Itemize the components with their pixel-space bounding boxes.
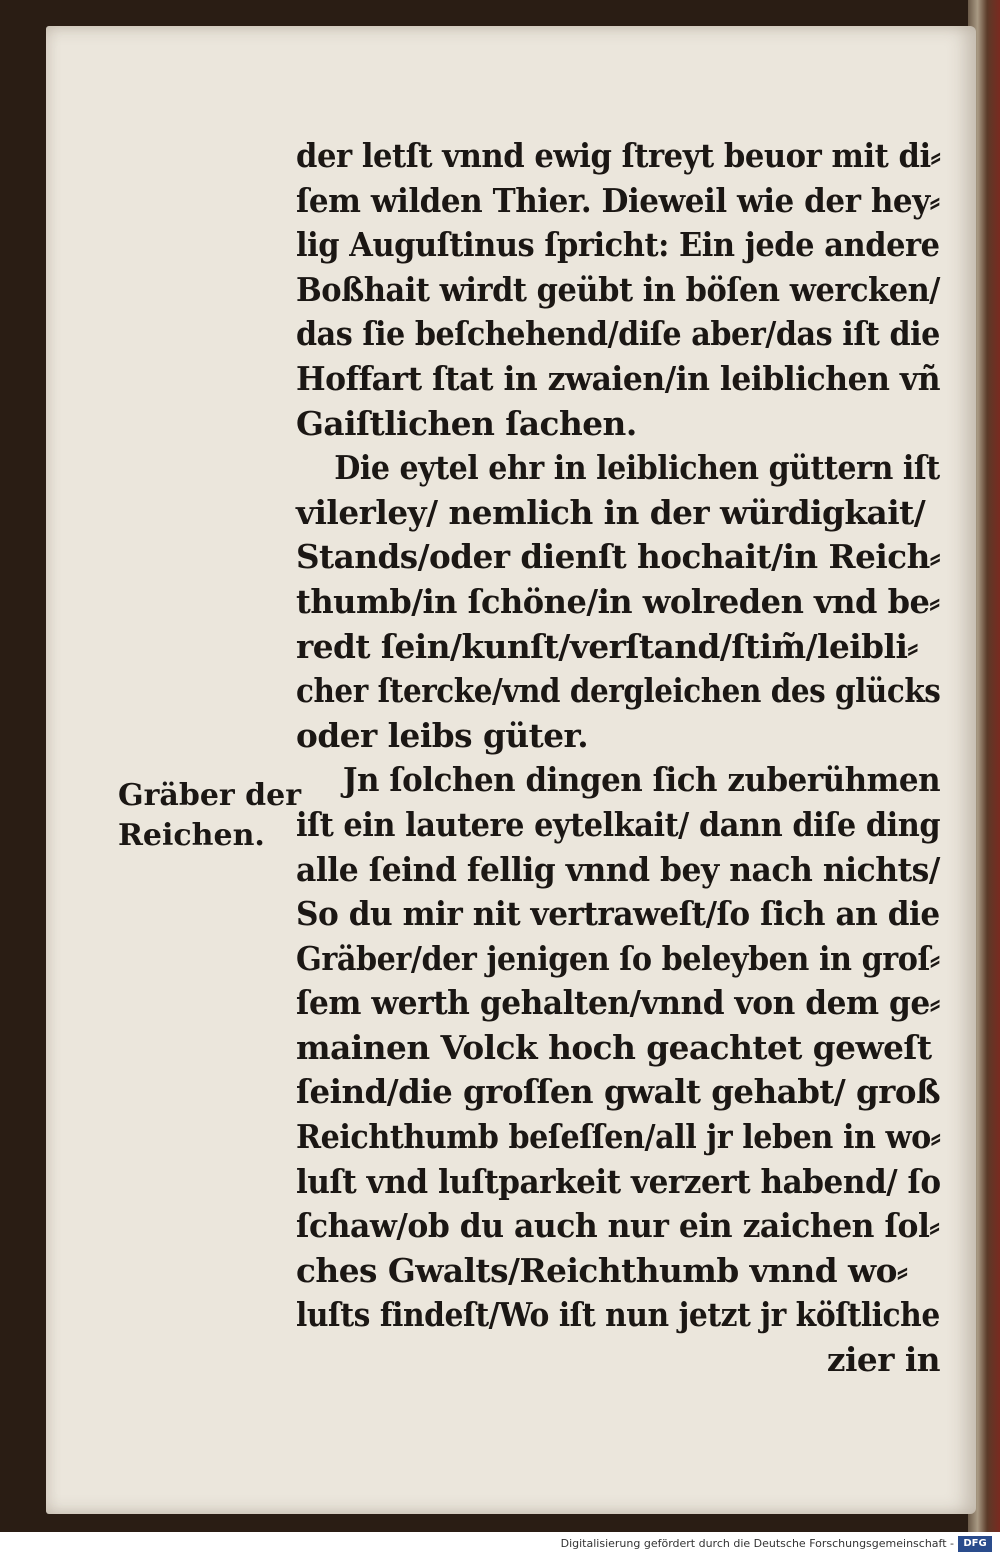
funding-credit: Digitalisierung gefördert durch die Deutsche Forschungsgemeinschaft - xyxy=(560,1537,954,1550)
text-line: ches Gwalts/Reichthumb vnnd wo⸗ xyxy=(296,1250,908,1290)
text-line: cher ſtercke/vnd dergleichen des glücks xyxy=(296,671,941,711)
text-line: luſt vnd luſtparkeit verzert habend/ ſo xyxy=(296,1161,941,1201)
text-line: alle ſeind fellig vnnd bey nach nichts/ xyxy=(296,849,940,889)
marginal-note xyxy=(118,776,302,856)
text-line: Reichthumb beſeſſen/all jr leben in wo⸗ xyxy=(296,1117,941,1157)
text-line: mainen Volck hoch geachtet geweſt xyxy=(296,1027,932,1067)
text-line: ſeind/die groſſen gwalt gehabt/ groß xyxy=(296,1072,941,1112)
text-line: thumb/in ſchöne/in wolreden vnd be⸗ xyxy=(296,581,940,621)
text-line: ſchaw/ob du auch nur ein zaichen ſol⸗ xyxy=(296,1206,940,1246)
text-line: Gräber/der jenigen ſo beleyben in groſ⸗ xyxy=(296,938,940,978)
text-line: iſt ein lautere eytelkait/ dann diſe ding xyxy=(296,804,941,844)
dfg-logo: DFG xyxy=(958,1536,992,1552)
text-line: Stands/oder dienſt hochait/in Reich⸗ xyxy=(296,537,941,577)
text-line: lig Auguſtinus ſpricht: Ein jede andere xyxy=(296,225,940,265)
text-line: das ſie beſchehend/diſe aber/das iſt die xyxy=(296,314,940,354)
text-line: ſem wilden Thier. Dieweil wie der hey⸗ xyxy=(296,180,940,220)
main-text-block xyxy=(296,134,946,1383)
text-line: Gaiſtlichen ſachen. xyxy=(296,403,637,443)
text-line: oder leibs güter. xyxy=(296,715,589,755)
text-line: vilerley/ nemlich in der würdigkait/ xyxy=(296,492,926,532)
marginal-note-line: Gräber der xyxy=(118,778,302,813)
text-line: Die eytel ehr in leiblichen güttern iſt xyxy=(334,448,940,488)
text-line: luſts findeſt/Wo iſt nun jetzt jr köſtliche xyxy=(296,1295,940,1335)
marginal-note-line: Reichen. xyxy=(118,818,265,853)
text-line: der letſt vnnd ewig ſtreyt beuor mit di⸗ xyxy=(296,136,941,175)
catchword: zier in xyxy=(826,1340,941,1380)
text-line: Jn ſolchen dingen ſich zuberühmen xyxy=(342,760,941,800)
text-line: Hoffart ſtat in zwaien/in leiblichen vñ xyxy=(296,358,941,398)
text-line: ſem werth gehalten/vnnd von dem ge⸗ xyxy=(296,983,940,1023)
text-line: redt ſein/kunſt/verſtand/ſtim̃/leibli⸗ xyxy=(296,626,918,666)
footer-bar xyxy=(0,1532,1000,1556)
text-line: Boßhait wirdt geübt in böſen wercken/ xyxy=(296,269,940,309)
text-line: So du mir nit vertraweſt/ſo ſich an die xyxy=(296,894,940,934)
